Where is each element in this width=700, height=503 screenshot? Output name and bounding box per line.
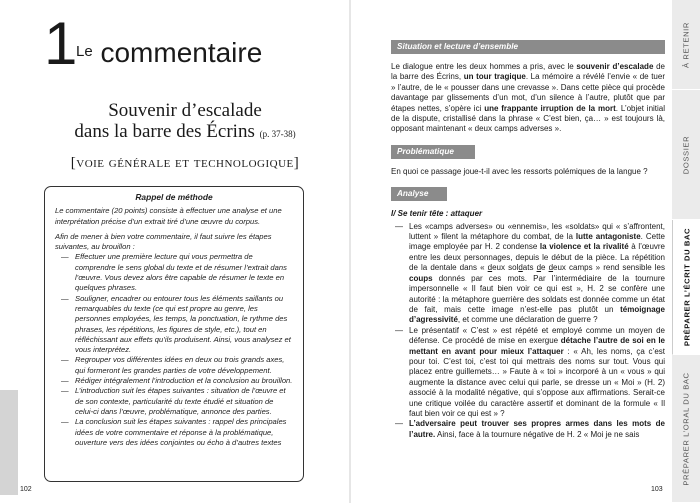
method-steps-list — [55, 252, 293, 448]
page-number-left: 102 — [20, 486, 32, 493]
method-steps-intro: Afin de mener à bien votre commentaire, il faut suivre les étapes suivantes, au brouillon : — [55, 231, 272, 252]
track-title: [voie générale et technologique] — [70, 155, 300, 171]
chapter-title — [76, 38, 262, 70]
analysis-item: — Les «camps adverses» ou «ennemis», les «soldats» qui « s’affrontent, luttent » filent la métaphore du combat, de la lutte antagoniste. Cette image employée par H. 2 condense la violence et la rivalité à l’œuvre entre les deux personnages, depuis le début de la pièce. La répétition de la dentale dans « deux soldats de deux camps » rend sensible les coups donnés par ces mots. Par l’intermédiaire de la tournure impersonnelle « Il faut bien voir ce qui est », H. 2 se confère une autorité : la métaphore guerrière des soldats est donnée comme un état de fait, mais cette image n’est-elle pas plutôt un témoignage d’agressivité, et comme une déclaration de guerre ? — [391, 222, 665, 326]
chapter-article: Le — [76, 42, 93, 60]
section-title-line2: dans la barre des Écrins — [74, 121, 255, 142]
method-box — [44, 186, 304, 482]
chapter-title-text: commentaire — [100, 37, 263, 68]
section-pages: (p. 37-38) — [259, 129, 296, 139]
method-step: — Souligner, encadrer ou entourer tous les éléments saillants ou remarquables du texte (ce qui est propre au genre, les personnes employées, les temps, la ponctuation, le rythme des phrases, les répétitions, les figures de style, etc.), tout en réfléchissant aux effets qu’ils produisent. Ainsi, vous analysez et vous interprétez. — [55, 294, 293, 356]
method-intro: Le commentaire (20 points) consiste à effectuer une analyse et une interprétation précise d’un extrait tiré d’une œuvre du corpus. — [55, 206, 282, 226]
right-page — [351, 0, 700, 503]
banner-situation: Situation et lecture d’ensemble — [391, 40, 665, 54]
method-step: — La conclusion suit les étapes suivantes : rappel des principales idées de votre commentaire et réponse à la problématique, ouverture vers des idées conjointes ou écho à d’autres textes — [55, 417, 293, 448]
method-step: — Effectuer une première lecture qui vous permettra de comprendre le sens global du texte et de résumer l’extrait dans l’œuvre. Vous devez alors être capable de résumer le texte en quelques phrases. — [55, 252, 293, 293]
section-title-line1: Souvenir d’escalade — [108, 100, 262, 121]
tab-preparer-oral[interactable]: PRÉPARER L’ORAL DU BAC — [672, 355, 700, 503]
left-page — [0, 0, 349, 503]
right-column — [391, 10, 665, 440]
side-tabs — [672, 0, 700, 503]
method-step: — Rédiger intégralement l’introduction et la conclusion au brouillon. — [55, 376, 293, 386]
chapter-number: 1 — [44, 10, 78, 77]
analysis-item: — L’adversaire peut trouver ses propres armes dans les mots de l’autre. Ainsi, face à la tournure négative de H. 2 « Moi je ne sais — [391, 419, 665, 440]
page-number-right: 103 — [651, 486, 663, 493]
method-box-title: Rappel de méthode — [135, 192, 213, 202]
banner-analyse: Analyse — [391, 187, 447, 201]
section-title — [44, 100, 326, 145]
tab-dossier[interactable]: DOSSIER — [672, 90, 700, 220]
method-step: — L’introduction suit les étapes suivantes : situation de l’œuvre et de son contexte, particularité du texte étudié et situation de celui-ci dans l’œuvre, problématique, annonce des parties. — [55, 386, 293, 417]
tab-preparer-ecrit[interactable]: PRÉPARER L’ÉCRIT DU BAC — [672, 220, 700, 355]
page-edge-decoration — [0, 390, 18, 495]
section-title-line2-wrap — [44, 121, 326, 145]
tab-a-retenir[interactable]: À RETENIR — [672, 0, 700, 90]
banner-problematique: Problématique — [391, 145, 475, 159]
analysis-list — [391, 222, 665, 441]
situation-paragraph: Le dialogue entre les deux hommes a pris, avec le souvenir d’escalade de la barre des Écrins, un tour tragique. La mémoire a révélé l’envie « de tuer » l’autre, de le « pousser dans une crevasse ». Dans cette pièce qui procède davantage par glissements d’un mot, d’un silence à l’autre, plutôt que par étapes nettes, s’opère ici une frappante irruption de la mort. L’objet initial de la dispute, cristallisé dans la phrase « C’est bien, ça… » est toujours là, opposant maintenant « deux camps adverses ». — [391, 62, 666, 134]
problematique-text: En quoi ce passage joue-t-il avec les ressorts polémiques de la langue ? — [391, 166, 648, 176]
part1-heading: I/ Se tenir tête : attaquer — [391, 209, 483, 219]
method-step: — Regrouper vos différentes idées en deux ou trois grands axes, qui formeront les grandes parties de votre développement. — [55, 355, 293, 376]
analysis-item: — Le présentatif « C’est » est répété et employé comme un moyen de défense. Ce procédé de mise en exergue détache l’autre de soi en le mettant en avant pour mieux l’attaquer : « Ah, les noms, ça c’est pour toi. C’est toi, c’est toi qui mettrais des noms sur tout. Vous qui placez entre guillemets… » Faute à « toi » incorporé à un « vous » qui augmente la distance avec celui qui parle, se dresse un « Moi » (H. 2) associé à la modalité négative, qui s’oppose aux affirmations. Serait-ce une critique voilée du caractère assertif et dominant de la formule « Il faut bien voir ce qui est » ? — [391, 326, 665, 420]
